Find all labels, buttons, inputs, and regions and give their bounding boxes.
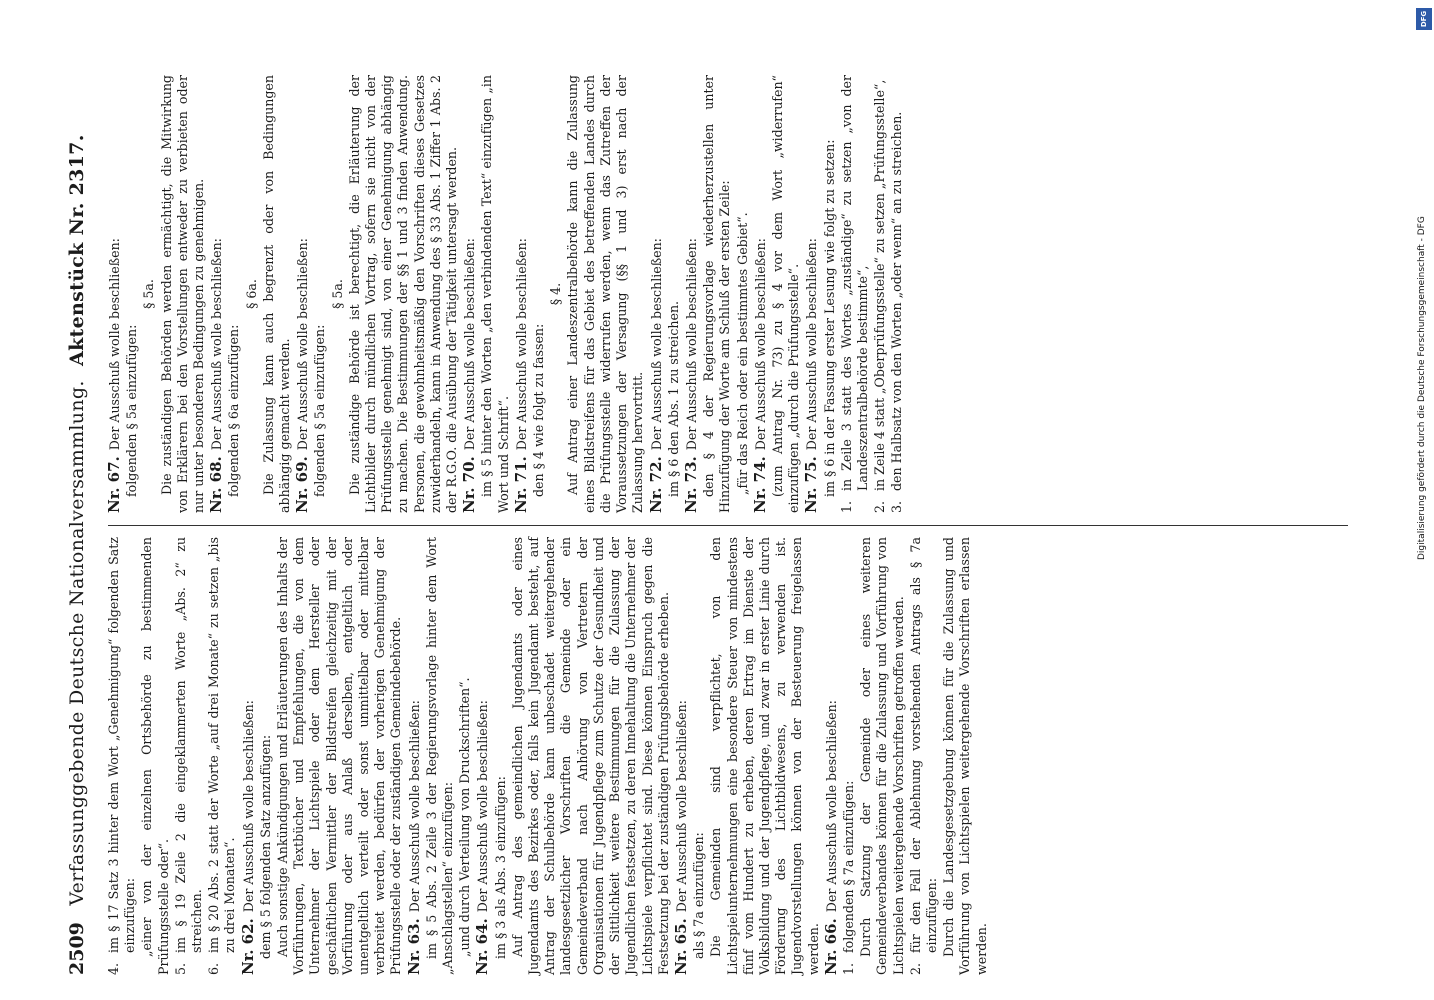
item-text: in Zeile 3 statt des Wortes „zuständige“ zu setzen „von der Landeszentralbehörde bestimmte“, bbox=[838, 75, 870, 491]
item-label: 4. bbox=[106, 962, 121, 975]
item-text: im § 17 Satz 3 hinter dem Wort „Genehmigung“ folgenden Satz einzufügen: bbox=[106, 537, 138, 953]
item-label: 5. bbox=[172, 962, 188, 975]
right-column bbox=[106, 75, 907, 513]
item-text: im § 20 Abs. 2 statt der Worte „auf drei Monate“ zu setzen „bis zu drei Monaten“. bbox=[206, 537, 238, 953]
motion-text: Der Ausschuß wolle beschließen: bbox=[752, 238, 768, 451]
section-mark: § 6a. bbox=[243, 279, 259, 309]
list-item bbox=[206, 537, 238, 975]
list-item bbox=[106, 537, 138, 975]
item-label: 2. bbox=[907, 962, 923, 975]
motion-heading bbox=[106, 75, 123, 513]
motion-text: Der Ausschuß wolle beschließen: bbox=[295, 238, 311, 451]
motion-text: Der Ausschuß wolle beschließen: bbox=[648, 238, 664, 451]
motion-text: Der Ausschuß wolle beschließen: bbox=[462, 238, 478, 451]
motion-heading bbox=[461, 75, 478, 513]
list-item bbox=[173, 537, 205, 975]
assembly-title: Verfassunggebende Deutsche Nationalversammlung. bbox=[66, 380, 88, 906]
quoted-text: „und durch Verteilung von Druckschriften“. bbox=[457, 677, 473, 957]
quoted-text: „einer von der einzelnen Ortsbehörde zu bestimmenden Prüfungsstelle oder“. bbox=[139, 537, 171, 975]
motion-number: Nr. 66. bbox=[821, 918, 840, 975]
paragraph: dem § 5 folgenden Satz anzufügen: bbox=[257, 734, 273, 959]
motion-text: Der Ausschuß wolle beschließen: bbox=[475, 700, 491, 913]
page-header bbox=[60, 65, 100, 975]
quoted-text: Auf Antrag einer Landeszentralbehörde kann die Zulassung eines Bildstreifens für das Gebiet des betreffenden Landes durch die Prüfungsstelle widerrufen werden, wenn das Zutreffen der Voraussetzungen der Versagung (§§ 1 und 3) erst nach der Zulassung hervortritt. bbox=[565, 75, 646, 513]
list-item bbox=[839, 75, 871, 513]
motion-number: Nr. 70. bbox=[460, 456, 479, 513]
motion-number: Nr. 63. bbox=[404, 918, 423, 975]
item-text: in Zeile 4 statt „Oberprüfungsstelle“ zu setzen „Prüfungsstelle“, bbox=[872, 79, 888, 491]
quoted-text: Durch die Landesgesetzgebung können für die Zulassung und Vorführung von Lichtspielen weitergehende Vorschriften erlassen werden. bbox=[941, 537, 989, 975]
motion-heading bbox=[208, 75, 225, 513]
motion-text: Der Ausschuß wolle beschließen: bbox=[683, 238, 699, 451]
motion-number: Nr. 65. bbox=[671, 918, 690, 975]
item-label: 6. bbox=[206, 962, 222, 975]
motion-number: Nr. 62. bbox=[238, 918, 257, 975]
paragraph: im § 5 hinter den Worten „den verbindenden Text“ einzufügen „in Wort und Schrift“. bbox=[479, 75, 511, 513]
motion-heading bbox=[240, 537, 257, 975]
list-item bbox=[908, 537, 940, 975]
quoted-text: Die zuständigen Behörden werden ermächtigt, die Mitwirkung von Erklärern bei den Vorstellungen entweder zu verbieten oder nur unter besonderen Bedingungen zu genehmigen. bbox=[158, 75, 207, 513]
dfg-logo-text: DFG bbox=[1420, 10, 1428, 28]
motion-text: Der Ausschuß wolle beschließen: bbox=[209, 238, 225, 451]
list-item bbox=[841, 537, 857, 975]
motion-number: Nr. 68. bbox=[207, 456, 226, 513]
quoted-text: Die Zulassung kann auch begrenzt oder von Bedingungen abhängig gemacht werden. bbox=[260, 75, 293, 513]
paragraph: den § 4 der Regierungsvorlage wiederherzustellen unter Hinzufügung der Worte am Schluß der ersten Zeile: bbox=[701, 75, 733, 513]
motion-text: Der Ausschuß wolle beschließen: bbox=[673, 700, 689, 913]
quoted-text: „für das Reich oder ein bestimmtes Gebiet“. bbox=[734, 212, 750, 495]
page-content bbox=[60, 65, 1370, 975]
motion-number: Nr. 75. bbox=[802, 456, 821, 513]
dfg-logo bbox=[1416, 8, 1432, 30]
document-reference: Aktenstück Nr. 2317. bbox=[66, 134, 88, 366]
paragraph: im § 3 als Abs. 3 einzufügen: bbox=[492, 776, 508, 959]
motion-number: Nr. 71. bbox=[511, 456, 530, 513]
paragraph: im § 6 den Abs. 1 zu streichen. bbox=[665, 300, 681, 497]
item-text: im § 19 Zeile 2 die eingeklammerten Worte „Abs. 2“ zu streichen. bbox=[172, 537, 205, 953]
motion-heading bbox=[294, 75, 311, 513]
section-mark: § 5a. bbox=[329, 279, 345, 309]
motion-heading bbox=[673, 537, 690, 975]
item-text: folgenden § 7a einzufügen: bbox=[840, 780, 856, 953]
page-number: 2509 bbox=[66, 922, 88, 975]
page-title bbox=[66, 65, 88, 975]
quoted-text: Die Gemeinden sind verpflichtet, von den Lichtspielunternehmungen eine besondere Steuer von mindestens fünf vom Hundert zu erheben, deren Ertrag im Dienste der Volksbildung und der Jugendpflege, und zwar in erster Linie durch Förderung des Lichtbildwesens, zu verwenden ist. Jugendvorstellungen können von der Besteuerung freigelassen werden. bbox=[708, 537, 821, 975]
left-column bbox=[106, 537, 991, 975]
motion-text: Der Ausschuß wolle beschließen: bbox=[240, 700, 256, 913]
column-divider bbox=[108, 525, 1348, 526]
quoted-text: Auch sonstige Ankündigungen und Erläuterungen des Inhalts der Vorführungen, Textbücher und Empfehlungen, die von dem Unternehmer der Lichtspiele oder dem Hersteller oder geschäftlichen Vermittler der Bildstreifen gleichzeitig mit der Vorführung oder aus Anlaß derselben, entgeltlich oder unentgeltlich verteilt oder sonst unmittelbar oder mittelbar verbreitet werden, bedürfen der vorherigen Genehmigung der Prüfungsstelle oder der zuständigen Gemeindebehörde. bbox=[275, 537, 404, 975]
quoted-text: Auf Antrag des gemeindlichen Jugendamts oder eines Jugendamts des Bezirkes oder, falls kein Jugendamt besteht, auf Antrag der Schulbehörde kann unbeschadet weitergehender landesgesetzlicher Vorschriften die Gemeinde oder ein Gemeindeverband nach Anhörung von Vertretern der Organisationen für Jugendpflege zum Schutze der Gesundheit und der Sittlichkeit weitere Bestimmungen für die Zulassung der Jugendlichen festsetzen, zu deren Innehaltung die Unternehmer der Lichtspiele verpflichtet sind. Diese können Einspruch gegen die Festsetzung bei der zuständigen Prüfungsbehörde erheben. bbox=[509, 537, 671, 975]
item-text: den Halbsatz von den Worten „oder wenn“ an zu streichen. bbox=[889, 111, 905, 491]
motion-heading bbox=[648, 75, 665, 513]
paragraph: als § 7a einzufügen: bbox=[691, 832, 707, 959]
section-mark: § 5a. bbox=[141, 279, 157, 309]
paragraph: den § 4 wie folgt zu fassen: bbox=[531, 323, 547, 497]
text-columns bbox=[106, 65, 1356, 975]
motion-heading bbox=[683, 75, 700, 513]
paragraph: folgenden § 6a einzufügen: bbox=[226, 324, 242, 497]
motion-text: Der Ausschuß wolle beschließen: bbox=[406, 700, 422, 913]
motion-heading bbox=[474, 537, 491, 975]
item-label: 3. bbox=[889, 500, 905, 513]
motion-heading bbox=[752, 75, 769, 513]
motion-number: Nr. 64. bbox=[473, 918, 492, 975]
motion-number: Nr. 69. bbox=[293, 456, 312, 513]
paragraph: im § 5 Abs. 2 Zeile 3 der Regierungsvorlage hinter dem Wort „Anschlagstellen“ einzufügen: bbox=[423, 537, 456, 975]
paragraph: (zum Antrag Nr. 73) zu § 4 vor dem Wort „widerrufen“ einzufügen „durch die Prüfungsstelle“. bbox=[769, 75, 802, 513]
motion-heading bbox=[823, 537, 840, 975]
motion-text: Der Ausschuß wolle beschließen: bbox=[107, 238, 122, 451]
section-mark: § 4. bbox=[548, 282, 564, 306]
paragraph: im § 6 in der Fassung erster Lesung wie folgt zu setzen: bbox=[821, 139, 837, 497]
motion-heading bbox=[803, 75, 820, 513]
motion-text: Der Ausschuß wolle beschließen: bbox=[513, 238, 529, 451]
motion-number: Nr. 74. bbox=[750, 456, 769, 513]
item-label: 1. bbox=[838, 500, 854, 513]
motion-heading bbox=[406, 537, 423, 975]
paragraph: folgenden § 5a einzufügen: bbox=[312, 324, 328, 497]
item-text: für den Fall der Ablehnung vorstehenden Antrags als § 7a einzufügen: bbox=[907, 537, 939, 953]
motion-text: Der Ausschuß wolle beschließen: bbox=[804, 238, 820, 451]
motion-text: Der Ausschuß wolle beschließen: bbox=[823, 700, 839, 913]
digitization-note-text: Digitalisierung gefördert durch die Deutsche Forschungsgemeinschaft - DFG bbox=[1417, 216, 1427, 560]
paragraph: folgenden § 5a einzufügen: bbox=[124, 324, 140, 497]
motion-number: Nr. 67. bbox=[105, 456, 123, 513]
list-item bbox=[872, 75, 888, 513]
quoted-text: Durch Satzung der Gemeinde oder eines weiteren Gemeindeverbandes können für die Zulassung und Vorführung von Lichtspielen weitergehende Vorschriften getroffen werden. bbox=[858, 537, 906, 975]
list-item bbox=[889, 75, 905, 513]
motion-heading bbox=[513, 75, 530, 513]
item-label: 2. bbox=[872, 500, 888, 513]
item-label: 1. bbox=[840, 962, 856, 975]
quoted-text: Die zuständige Behörde ist berechtigt, die Erläuterung der Lichtbilder durch mündlichen Vortrag, sofern sie nicht von der Prüfungsstelle genehmigt sind, von einer Genehmigung abhängig zu machen. Die Bestimmungen der §§ 1 und 3 finden Anwendung. Personen, die gewohnheitsmäßig den Vorschriften dieses Gesetzes zuwiderhandeln, kann in Anwendung des § 33 Abs. 1 Ziffer 1 Abs. 2 der R.G.O. die Ausübung der Tätigkeit untersagt werden. bbox=[346, 75, 460, 513]
motion-number: Nr. 72. bbox=[646, 456, 665, 513]
motion-number: Nr. 73. bbox=[681, 456, 700, 513]
